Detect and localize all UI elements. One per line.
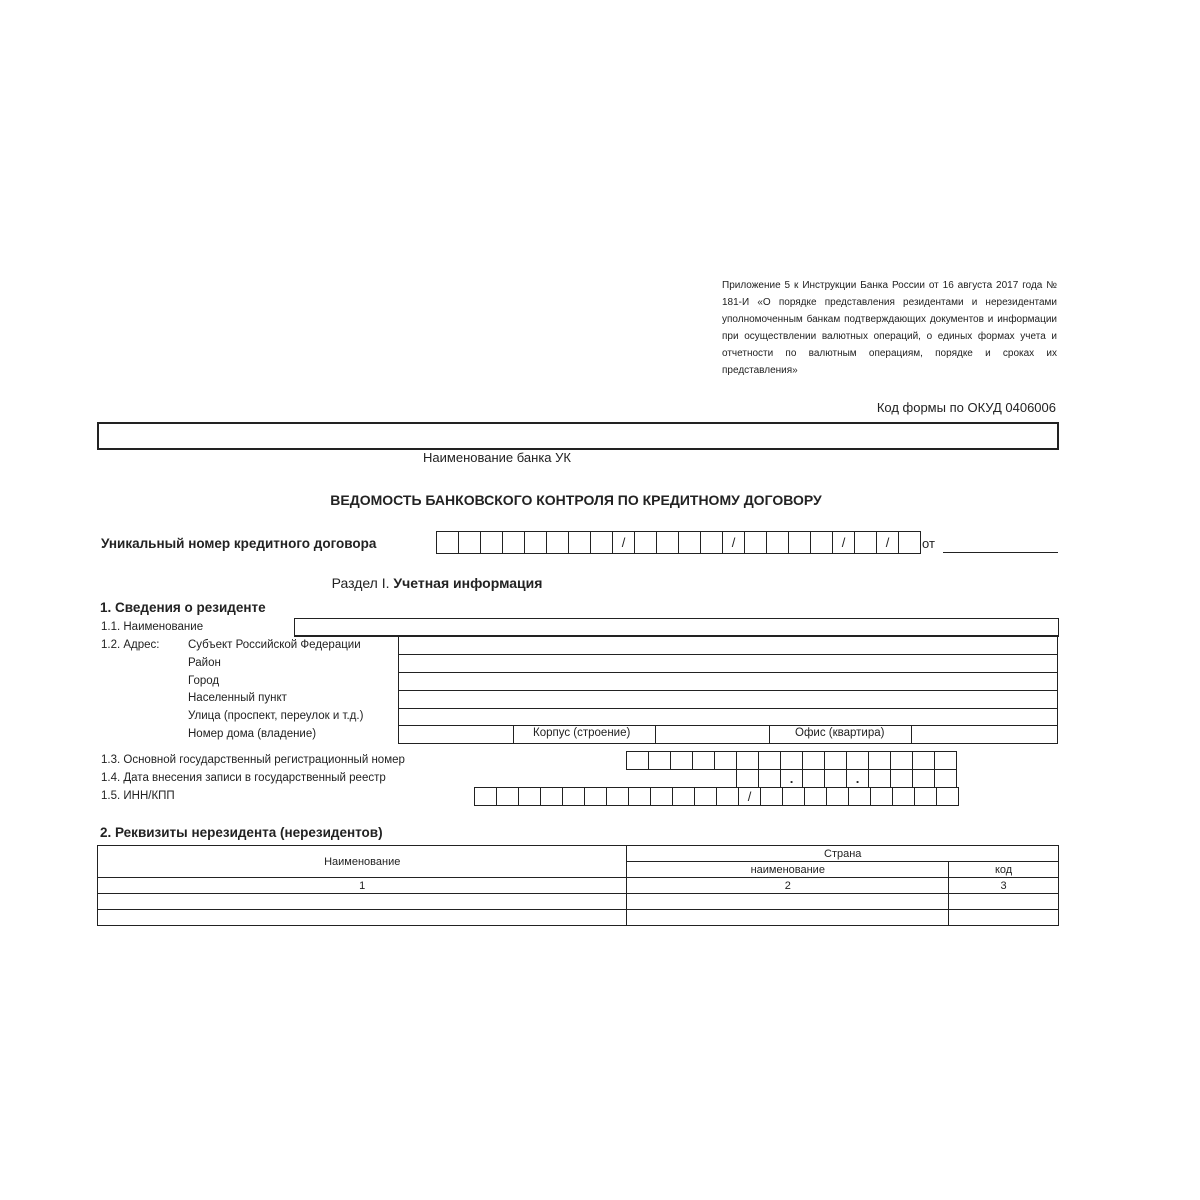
separator-dot: . xyxy=(847,770,869,787)
table-row xyxy=(98,910,1059,926)
locality-label: Населенный пункт xyxy=(188,692,287,704)
city-label: Город xyxy=(188,675,220,687)
col-country-header: Страна xyxy=(627,846,1059,862)
col-number: 1 xyxy=(98,878,627,894)
nonresident-name-cell[interactable] xyxy=(98,894,627,910)
separator-dot: . xyxy=(781,770,803,787)
house-label: Номер дома (владение) xyxy=(188,728,317,740)
col-country-name-header: наименование xyxy=(627,862,949,878)
unique-number-cells[interactable] xyxy=(436,531,921,554)
country-code-cell[interactable] xyxy=(949,894,1059,910)
resident-name-field[interactable] xyxy=(294,618,1059,637)
section-prefix: Раздел I. xyxy=(331,575,390,591)
col-number: 3 xyxy=(949,878,1059,894)
ogrn-label: 1.3. Основной государственный регистрационный номер xyxy=(101,754,405,766)
section-title: Учетная информация xyxy=(393,575,543,591)
nonresident-table xyxy=(97,845,1059,926)
reg-date-label: 1.4. Дата внесения записи в государственный реестр xyxy=(101,772,386,784)
separator-slash: / xyxy=(877,532,899,553)
inn-kpp-cells[interactable] xyxy=(474,787,959,806)
col-number: 2 xyxy=(627,878,949,894)
separator-slash: / xyxy=(723,532,745,553)
ogrn-cells[interactable] xyxy=(626,751,957,770)
contract-date-field[interactable] xyxy=(943,552,1058,553)
district-label: Район xyxy=(188,657,221,669)
address-grid[interactable] xyxy=(398,636,1058,744)
separator-slash: / xyxy=(739,788,761,805)
subject-label: Субъект Российской Федерации xyxy=(188,639,361,651)
separator-slash: / xyxy=(833,532,855,553)
unique-number-label: Уникальный номер кредитного договора xyxy=(101,536,377,551)
inn-label: 1.5. ИНН/КПП xyxy=(101,790,175,802)
section-heading xyxy=(97,575,777,591)
appendix-note: Приложение 5 к Инструкции Банка России от 16 августа 2017 года № 181-И «О порядке представления резидентами и нерезидентами уполномоченным банкам подтверждающих документов и информации при осуществлении валютных операций, о единых формах учета и отчетности по валютным операциям, порядке и сроках их представления» xyxy=(722,280,1057,376)
separator-slash: / xyxy=(613,532,635,553)
resident-heading: 1. Сведения о резиденте xyxy=(100,600,266,615)
bank-name-label: Наименование банка УК xyxy=(423,450,571,465)
street-label: Улица (проспект, переулок и т.д.) xyxy=(188,710,364,722)
col-name-header: Наименование xyxy=(98,846,627,878)
office-label: Офис (квартира) xyxy=(795,727,885,739)
document-title: ВЕДОМОСТЬ БАНКОВСКОГО КОНТРОЛЯ ПО КРЕДИТНОМУ ДОГОВОРУ xyxy=(330,492,822,508)
nonresident-name-cell[interactable] xyxy=(98,910,627,926)
date-from-label: от xyxy=(922,536,935,551)
building-label: Корпус (строение) xyxy=(533,727,631,739)
country-name-cell[interactable] xyxy=(627,910,949,926)
table-row xyxy=(98,894,1059,910)
country-name-cell[interactable] xyxy=(627,894,949,910)
resident-name-label: 1.1. Наименование xyxy=(101,621,204,633)
okud-code: Код формы по ОКУД 0406006 xyxy=(876,400,1056,415)
reg-date-cells[interactable] xyxy=(736,769,957,788)
bank-name-field[interactable] xyxy=(97,422,1059,450)
nonresident-heading: 2. Реквизиты нерезидента (нерезидентов) xyxy=(100,825,383,840)
address-label: 1.2. Адрес: xyxy=(101,639,160,651)
country-code-cell[interactable] xyxy=(949,910,1059,926)
col-code-header: код xyxy=(949,862,1059,878)
